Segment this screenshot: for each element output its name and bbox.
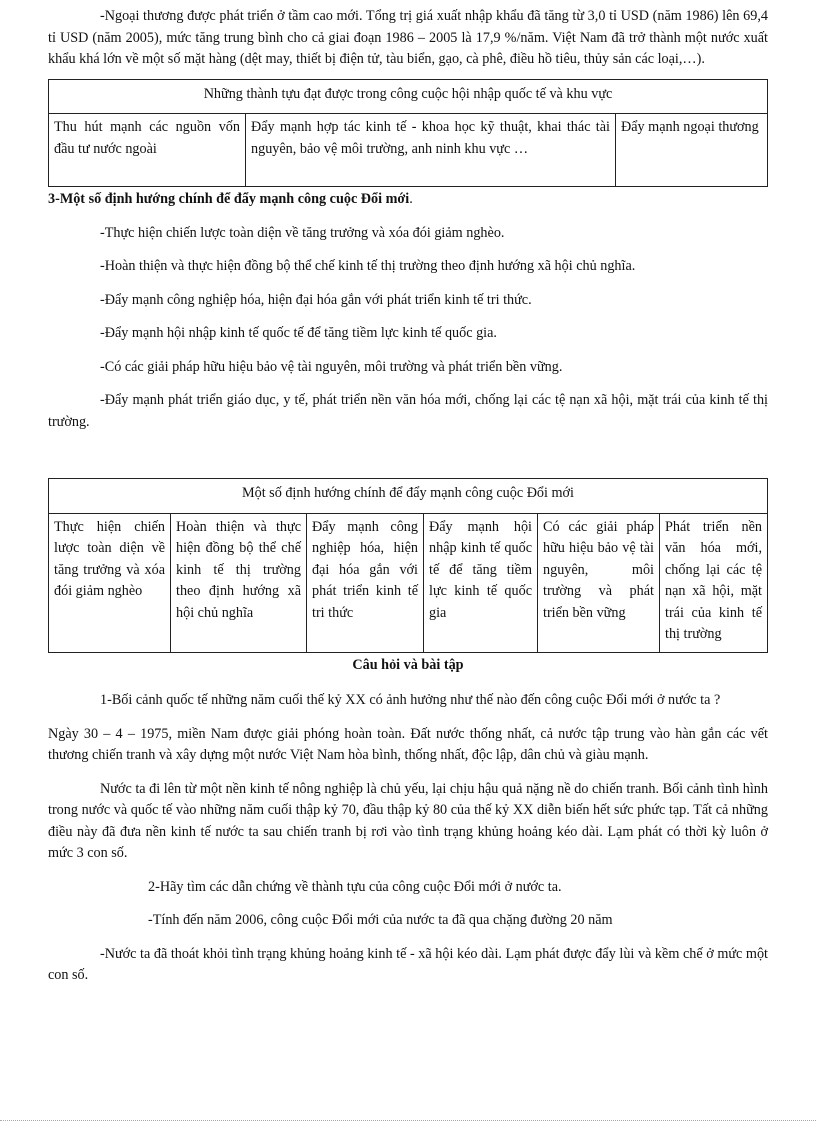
- section-heading-suffix: .: [409, 191, 413, 207]
- table-cell: Đẩy mạnh hợp tác kinh tế - khoa học kỹ thuật, khai thác tài nguyên, bảo vệ môi trường, anh ninh khu vực …: [246, 114, 616, 187]
- section-heading: [48, 189, 768, 211]
- directions-table-header: Một số định hướng chính để đẩy mạnh công cuộc Đổi mới: [49, 479, 768, 514]
- table-cell: Hoàn thiện và thực hiện đồng bộ thể chế kinh tế thị trường theo định hướng xã hội chủ nghĩa: [171, 513, 307, 652]
- answer-1-paragraph: Nước ta đi lên từ một nền kinh tế nông nghiệp là chủ yếu, lại chịu hậu quả nặng nề do chiến tranh. Bối cảnh tình hình trong nước và quốc tế vào những năm cuối thập kỷ 70, đầu thập kỷ 80 của thế kỷ XX diễn biến hết sức phức tạp. Tất cả những điều này đã đưa nền kinh tế nước ta sau chiến tranh bị rơi vào tình trạng khủng hoảng kéo dài. Lạm phát có thời kỳ luôn ở mức 3 con số.: [48, 780, 768, 861]
- list-item: -Đẩy mạnh phát triển giáo dục, y tế, phát triển nền văn hóa mới, chống lại các tệ nạn xã hội, mặt trái của kinh tế thị trường.: [48, 392, 768, 430]
- achievements-table-header: Những thành tựu đạt được trong công cuộc hội nhập quốc tế và khu vực: [49, 79, 768, 114]
- list-item: -Đẩy mạnh hội nhập kinh tế quốc tế để tăng tiềm lực kinh tế quốc gia.: [100, 325, 497, 341]
- list-item: -Hoàn thiện và thực hiện đồng bộ thể chế kinh tế thị trường theo định hướng xã hội chủ nghĩa.: [100, 258, 636, 274]
- answer-2-paragraph: -Tính đến năm 2006, công cuộc Đổi mới của nước ta đã qua chặng đường 20 năm: [148, 912, 613, 928]
- section-heading-text: 3-Một số định hướng chính để đẩy mạnh công cuộc Đổi mới: [48, 191, 410, 207]
- answer-1-paragraph: Ngày 30 – 4 – 1975, miền Nam được giải phóng hoàn toàn. Đất nước thống nhất, cả nước tập trung vào hàn gắn các vết thương chiến tranh và xây dựng một nước Việt Nam hòa bình, thống nhất, độc lập, dân chủ và giàu mạnh.: [48, 725, 768, 763]
- list-item: -Đẩy mạnh công nghiệp hóa, hiện đại hóa gắn với phát triển kinh tế tri thức.: [100, 291, 532, 308]
- intro-paragraph: -Ngoại thương được phát triển ở tầm cao mới. Tổng trị giá xuất nhập khẩu đã tăng từ 3,0 tỉ USD (năm 1986) lên 69,4 tỉ USD (năm 2005), mức tăng trung bình cho cả giai đoạn 1986 – 2005 là 17,9 %/năm. Việt Nam đã trở thành một nước xuất khẩu khá lớn về một số mặt hàng (dệt may, thiết bị điện tử, tàu biển, gạo, cà phê, điều hồ tiêu, thủy sản các loại,…).: [48, 8, 768, 67]
- list-item: -Thực hiện chiến lược toàn diện về tăng trưởng và xóa đói giảm nghèo.: [100, 224, 505, 241]
- table-cell: Đẩy mạnh hội nhập kinh tế quốc tế để tăng tiềm lực kinh tế quốc gia: [424, 513, 538, 652]
- answer-2-paragraph: -Nước ta đã thoát khỏi tình trạng khủng hoảng kinh tế - xã hội kéo dài. Lạm phát được đẩy lùi và kềm chế ở mức một con số.: [48, 945, 768, 983]
- question-2: 2-Hãy tìm các dẫn chứng về thành tựu của công cuộc Đổi mới ở nước ta.: [148, 878, 562, 895]
- questions-heading: Câu hỏi và bài tập: [352, 656, 464, 673]
- directions-table: [48, 478, 768, 653]
- document-page: [48, 6, 768, 987]
- table-cell: Thực hiện chiến lược toàn diện về tăng trưởng và xóa đói giảm nghèo: [49, 513, 171, 652]
- list-item: -Có các giải pháp hữu hiệu bảo vệ tài nguyên, môi trường và phát triển bền vững.: [100, 358, 563, 375]
- table-cell: Có các giải pháp hữu hiệu bảo vệ tài nguyên, môi trường và phát triển bền vững: [538, 513, 660, 652]
- achievements-table: [48, 79, 768, 188]
- table-cell: Phát triển nền văn hóa mới, chống lại các tệ nạn xã hội, mặt trái của kinh tế thị trường: [660, 513, 768, 652]
- table-cell: Thu hút mạnh các nguồn vốn đầu tư nước ngoài: [49, 114, 246, 187]
- question-1: 1-Bối cảnh quốc tế những năm cuối thế kỷ XX có ảnh hưởng như thế nào đến công cuộc Đổi mới ở nước ta ?: [100, 692, 721, 708]
- table-cell: Đẩy mạnh ngoại thương: [616, 114, 768, 187]
- table-cell: Đẩy mạnh công nghiệp hóa, hiện đại hóa gắn với phát triển kinh tế tri thức: [307, 513, 424, 652]
- page-bottom-divider: [0, 1120, 816, 1121]
